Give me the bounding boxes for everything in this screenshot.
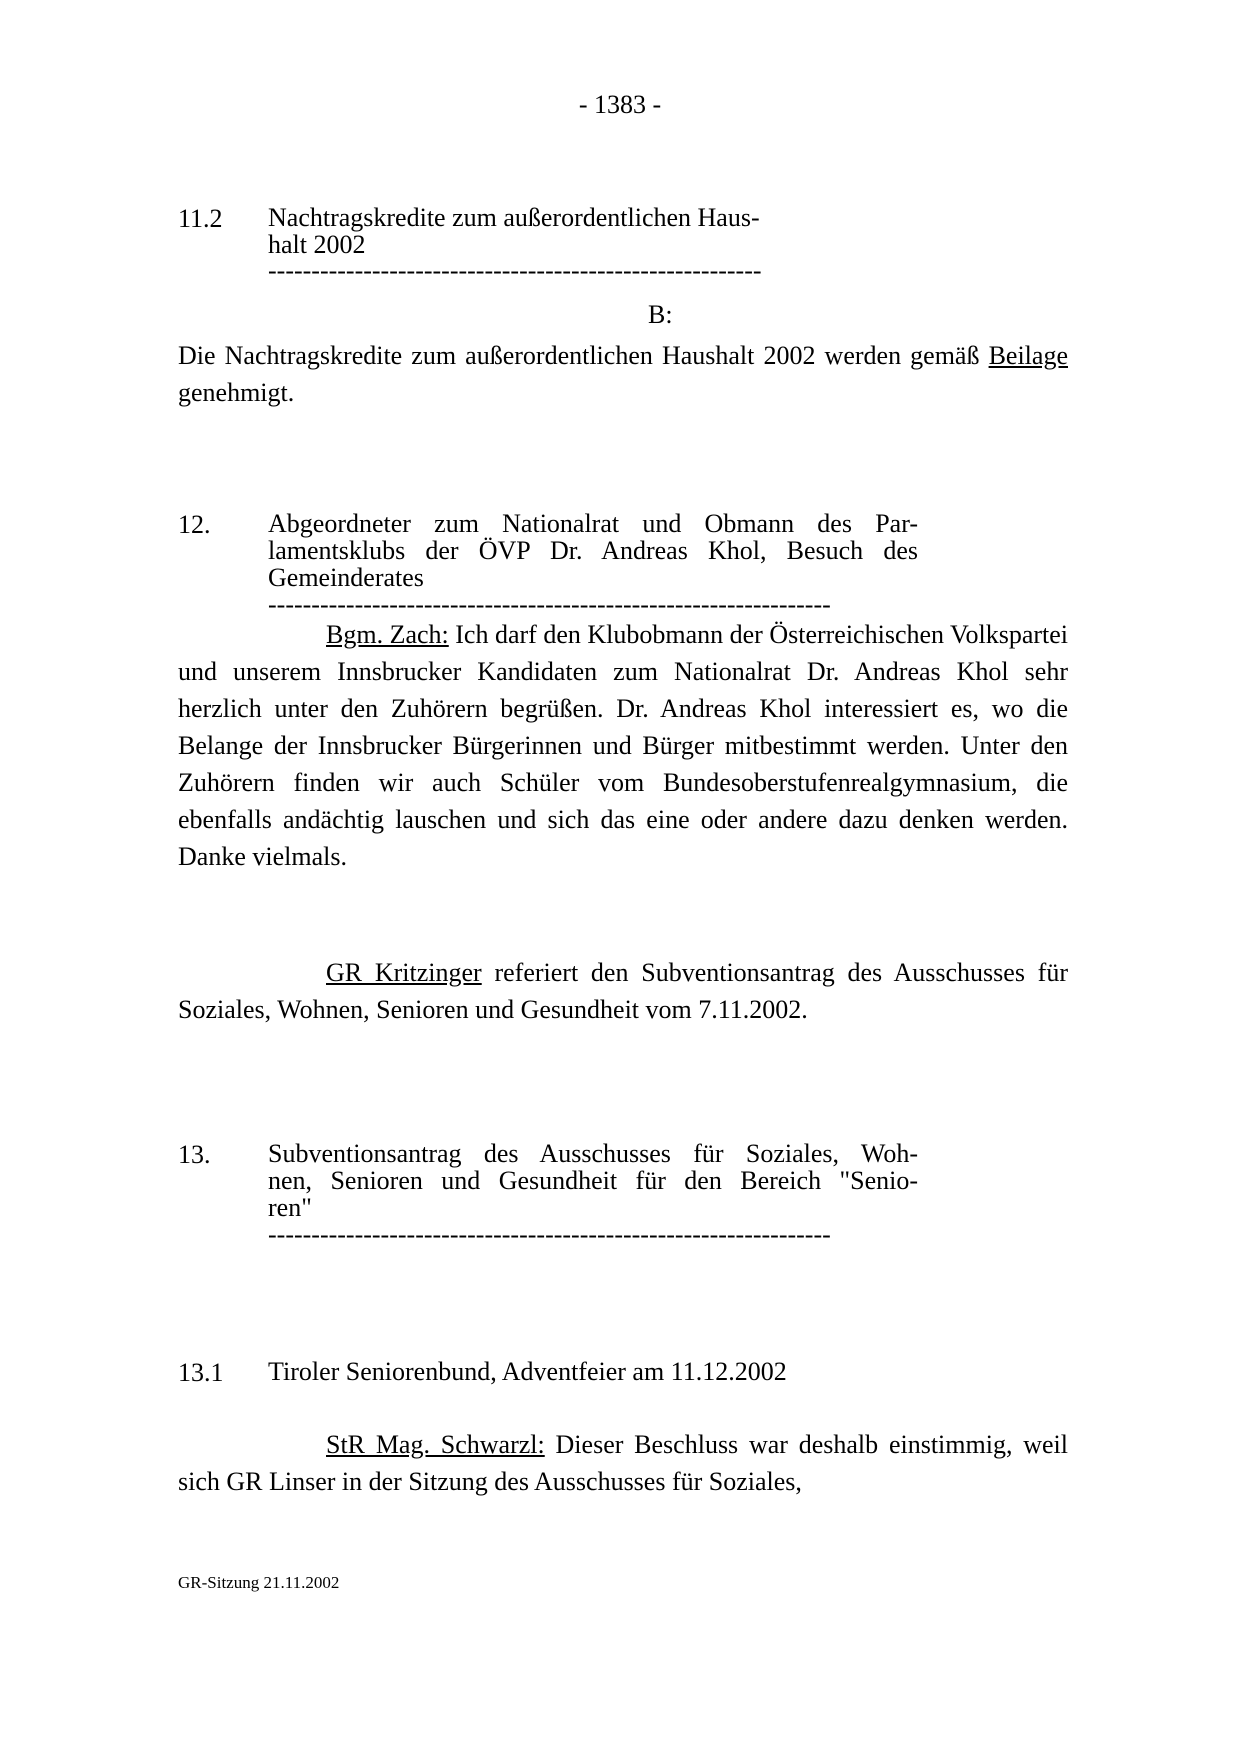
section-title-line: Nachtragskredite zum außerordentlichen Haus- (268, 203, 760, 232)
separator-line: ----------------------------------------------------------------- (268, 592, 831, 618)
speech-paragraph (178, 616, 1068, 875)
speaker-name: GR Kritzinger (326, 958, 482, 987)
speaker-name: StR Mag. Schwarzl: (326, 1430, 545, 1459)
section-title-line: Abgeordneter zum Nationalrat und Obmann des Par- (268, 509, 918, 538)
section-title (268, 1140, 918, 1221)
separator-line: --------------------------------------------------------- (268, 258, 762, 284)
beilage-link[interactable]: Beilage (988, 341, 1068, 370)
section-title-line: halt 2002 (268, 230, 366, 259)
section-number: 13. (178, 1140, 211, 1169)
page-number: - 1383 - (578, 90, 662, 119)
separator-line: ----------------------------------------------------------------- (268, 1222, 831, 1248)
section-number: 11.2 (178, 204, 223, 233)
speech-paragraph (178, 954, 1068, 1028)
section-title (268, 510, 918, 591)
section-title-line: Gemeinderates (268, 563, 424, 592)
resolution-text: Die Nachtragskredite zum außerordentlichen Haushalt 2002 werden gemäß (178, 341, 980, 370)
speech-text: referiert den Subventionsantrag des Ausschusses für Soziales, Wohnen, Senioren und Gesundheit vom 7.11.2002. (178, 958, 1069, 1024)
section-title-line: nen, Senioren und Gesundheit für den Bereich "Senio- (268, 1166, 918, 1195)
section-number: 13.1 (178, 1358, 224, 1387)
resolution-label: B: (648, 300, 673, 329)
speaker-name: Bgm. Zach: (326, 620, 449, 649)
section-title (268, 204, 760, 258)
section-title: Tiroler Seniorenbund, Adventfeier am 11.12.2002 (268, 1357, 787, 1386)
section-title-line: Subventionsantrag des Ausschusses für Soziales, Woh- (268, 1139, 918, 1168)
section-title-line: lamentsklubs der ÖVP Dr. Andreas Khol, Besuch des (268, 536, 918, 565)
resolution-paragraph (178, 337, 1068, 411)
speech-paragraph (178, 1426, 1068, 1500)
resolution-text-end: genehmigt. (178, 378, 295, 407)
footer-meeting-date: GR-Sitzung 21.11.2002 (178, 1573, 340, 1592)
section-title-line: ren" (268, 1193, 312, 1222)
section-number: 12. (178, 510, 211, 539)
speech-text: Ich darf den Klubobmann der Österreichischen Volkspartei und unserem Innsbrucker Kandidaten zum Nationalrat Dr. Andreas Khol sehr herzlich unter den Zuhörern begrüßen. Dr. Andreas Khol interessiert es, wo die Belange der Innsbrucker Bürgerinnen und Bürger mitbestimmt werden. Unter den Zuhörern finden wir auch Schüler vom Bundesoberstufenrealgymnasium, die ebenfalls andächtig lauschen und sich das eine oder andere dazu denken werden. Danke vielmals. (178, 620, 1069, 871)
speech-text: Dieser Beschluss war deshalb einstimmig, weil sich GR Linser in der Sitzung des Ausschusses für Soziales, (178, 1430, 1068, 1496)
